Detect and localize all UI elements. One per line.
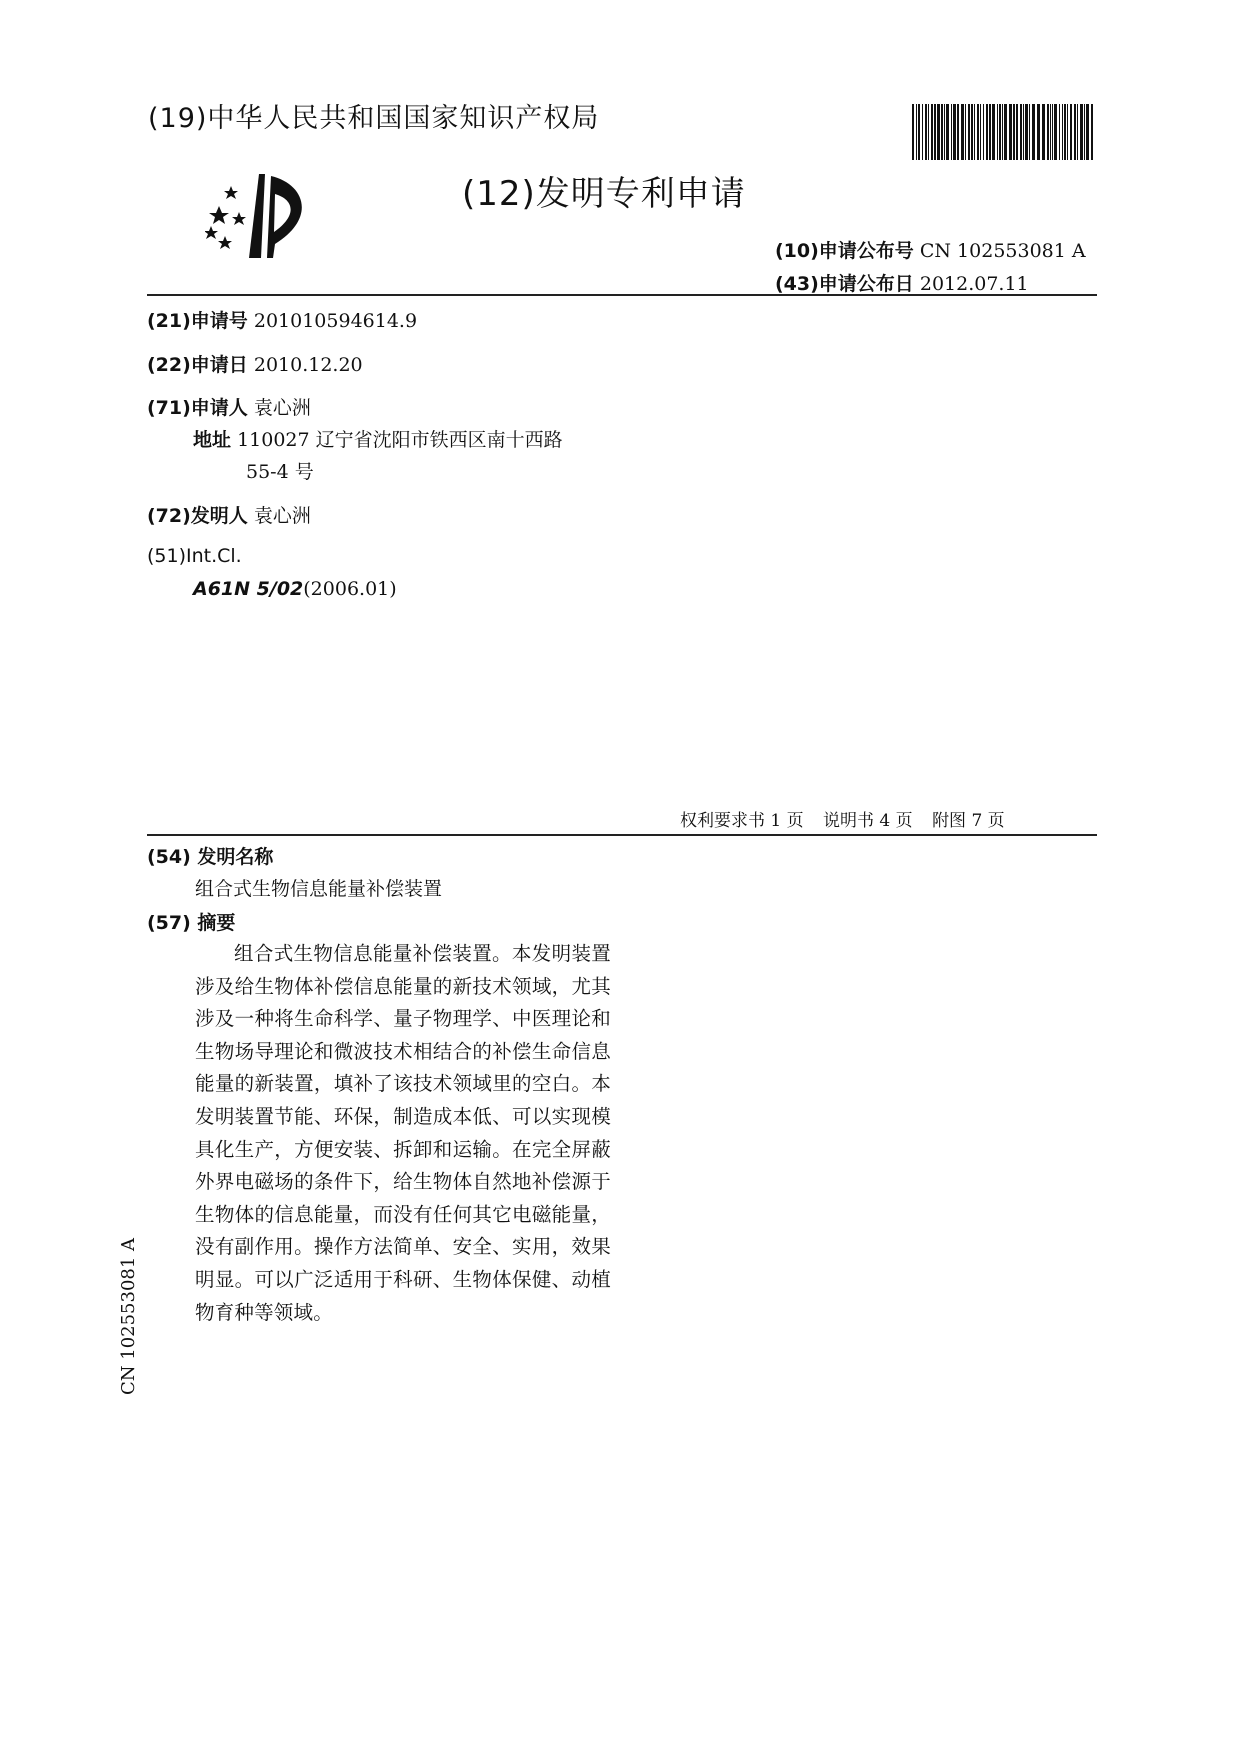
side-publication-number: CN 102553081 A [118, 1237, 139, 1395]
publication-number [775, 236, 1086, 263]
address-line-1: 110027 辽宁省沈阳市铁西区南十西路 [237, 429, 563, 451]
barcode-icon [912, 104, 1094, 160]
publication-date [775, 269, 1029, 296]
section-rule [147, 834, 1097, 836]
address-label: 地址 [193, 429, 232, 451]
claims-pages: 权利要求书 1 页 [680, 811, 804, 831]
inventor-label: (72)发明人 [147, 505, 248, 527]
header-rule [147, 294, 1097, 296]
invention-title-label: (54) 发明名称 [147, 846, 274, 868]
applicant [147, 393, 311, 420]
applicant-value: 袁心洲 [253, 397, 311, 419]
publication-date-value: 2012.07.11 [919, 273, 1029, 295]
applicant-label: (71)申请人 [147, 397, 248, 419]
invention-title: 组合式生物信息能量补偿装置 [195, 878, 443, 900]
publication-number-value: CN 102553081 A [919, 240, 1086, 262]
inventor-value: 袁心洲 [253, 505, 311, 527]
publication-number-label: (10)申请公布号 [775, 240, 914, 262]
page-counts [680, 806, 1019, 831]
description-pages: 说明书 4 页 [823, 811, 913, 831]
abstract-label: (57) 摘要 [147, 912, 236, 934]
int-cl-classification [193, 578, 397, 600]
application-date-value: 2010.12.20 [253, 354, 363, 376]
address [193, 425, 563, 452]
int-cl-code: A61N 5/02 [193, 578, 304, 600]
int-cl-version: (2006.01) [303, 578, 397, 600]
cnipa-emblem-icon [205, 168, 325, 260]
document-type: (12)发明专利申请 [462, 174, 746, 214]
drawings-pages: 附图 7 页 [932, 811, 1005, 831]
office-name: (19)中华人民共和国国家知识产权局 [148, 103, 600, 134]
inventor [147, 501, 311, 528]
application-number-value: 201010594614.9 [253, 310, 418, 332]
address-line-2: 55-4 号 [246, 461, 314, 483]
application-date-label: (22)申请日 [147, 354, 248, 376]
application-date [147, 350, 363, 377]
application-number [147, 306, 417, 333]
application-number-label: (21)申请号 [147, 310, 248, 332]
publication-date-label: (43)申请公布日 [775, 273, 914, 295]
int-cl-label: (51)Int.Cl. [147, 545, 242, 567]
abstract-text: 组合式生物信息能量补偿装置。本发明装置涉及给生物体补偿信息能量的新技术领域，尤其涉及一种将生命科学、量子物理学、中医理论和生物场导理论和微波技术相结合的补偿生命信息能量的新装置，填补了该技术领域里的空白。本发明装置节能、环保，制造成本低、可以实现模具化生产，方便安装、拆卸和运输。在完全屏蔽外界电磁场的条件下，给生物体自然地补偿源于生物体的信息能量，而没有任何其它电磁能量，没有副作用。操作方法简单、安全、实用，效果明显。可以广泛适用于科研、生物体保健、动植物育种等领域。 [195, 942, 611, 1324]
